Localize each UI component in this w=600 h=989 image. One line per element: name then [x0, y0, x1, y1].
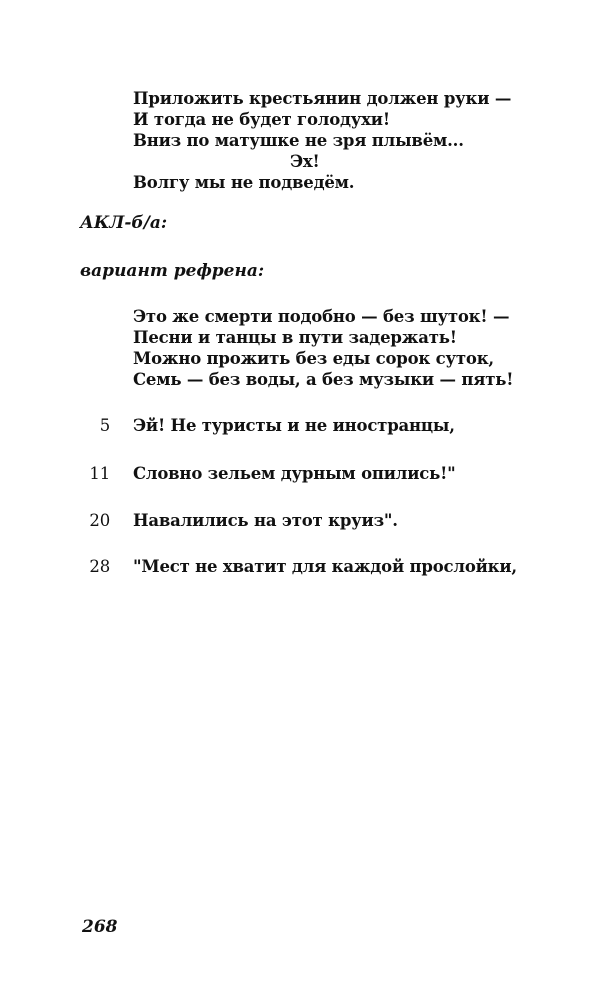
page-number: 268 — [82, 917, 118, 937]
stanza-line: И тогда не будет голодухи! — [133, 110, 390, 129]
line-number: 5 — [99, 416, 110, 435]
refrain-stanza — [133, 306, 513, 390]
stanza-line: Волгу мы не подведём. — [133, 173, 355, 192]
refrain-line: Семь — без воды, а без музыки — пять! — [133, 370, 514, 389]
variant-text: Эй! Не туристы и не иностранцы, — [133, 416, 455, 435]
variant-text: "Мест не хватит для каждой прослойки, — [133, 557, 517, 576]
variant-text: Словно зельем дурным опились!" — [133, 464, 456, 483]
section-subheading: вариант рефрена: — [80, 261, 265, 281]
stanza-line: Приложить крестьянин должен руки — — [133, 89, 512, 108]
variant-text: Навалились на этот круиз". — [133, 511, 398, 530]
section-heading: АКЛ-б/а: — [80, 213, 168, 233]
top-stanza — [133, 88, 511, 193]
refrain-line: Это же смерти подобно — без шуток! — — [133, 307, 510, 326]
refrain-line: Песни и танцы в пути задержать! — [133, 328, 457, 347]
refrain-line: Можно прожить без еды сорок суток, — [133, 349, 494, 368]
line-number: 11 — [89, 464, 110, 483]
stanza-line-exclamation: Эх! — [290, 152, 320, 171]
line-number: 28 — [89, 557, 110, 576]
stanza-line: Вниз по матушке не зря плывём... — [133, 131, 464, 150]
line-number: 20 — [89, 511, 110, 530]
